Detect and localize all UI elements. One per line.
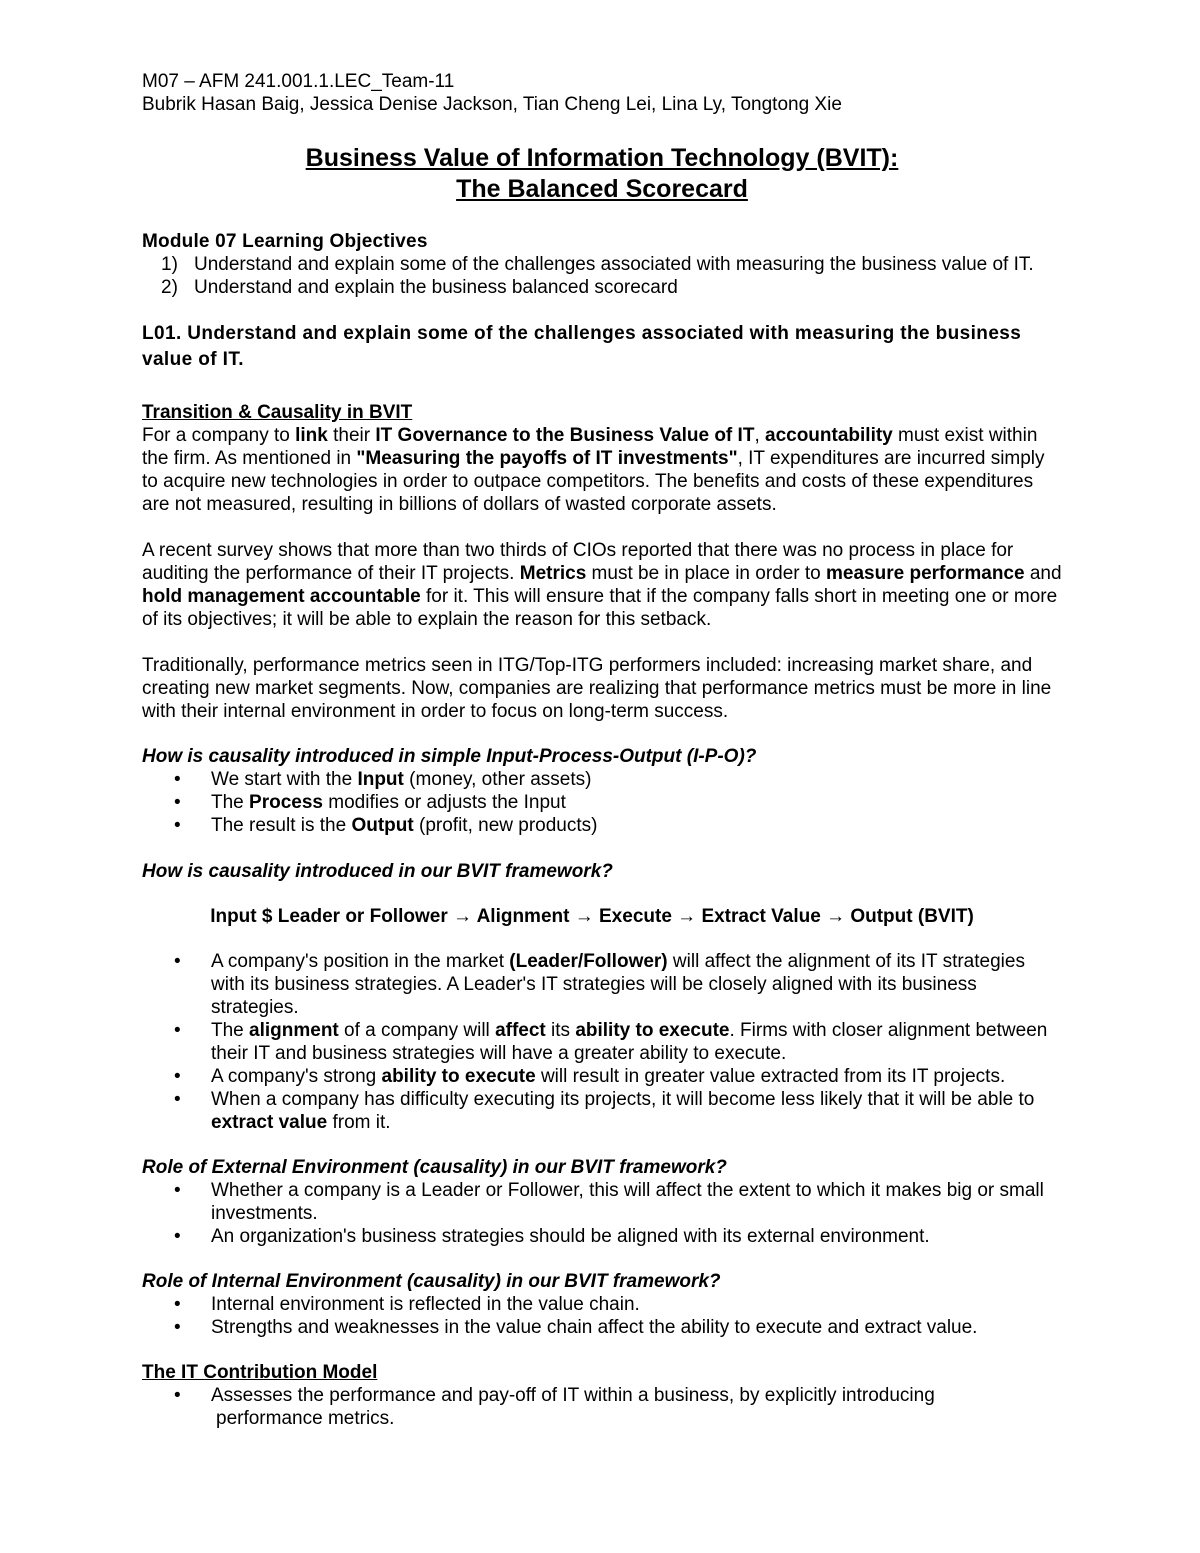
- ipo-list: [142, 768, 1062, 837]
- list-item: • We start with the Input (money, other assets): [142, 768, 1062, 791]
- list-item: • Internal environment is reflected in the value chain.: [142, 1293, 1062, 1316]
- list-item: • Strengths and weaknesses in the value chain affect the ability to execute and extract value.: [142, 1316, 1062, 1339]
- title-line-2: The Balanced Scorecard: [456, 175, 748, 203]
- list-item: • The Process modifies or adjusts the Input: [142, 791, 1062, 814]
- list-item: • A company's position in the market (Leader/Follower) will affect the alignment of its IT strategies with its business strategies. A Leader's IT strategies will be closely aligned with its business strategies.: [142, 950, 1062, 1019]
- external-list: [142, 1179, 1062, 1248]
- objective-number: 1): [161, 254, 178, 275]
- transition-heading: Transition & Causality in BVIT: [142, 402, 413, 423]
- lo1-heading: L01. Understand and explain some of the challenges associated with measuring the business value of IT.: [142, 323, 1022, 370]
- internal-list: [142, 1293, 1062, 1339]
- transition-paragraph-2: A recent survey shows that more than two thirds of CIOs reported that there was no process in place for auditing the performance of their IT projects. Metrics must be in place in order to measure performance and hold management accountable for it. This will ensure that if the company falls short in meeting one or more of its objectives; it will be able to explain the reason for this setback.: [142, 540, 1062, 630]
- contribution-list: [142, 1384, 1062, 1430]
- list-item: • An organization's business strategies should be aligned with its external environment.: [142, 1225, 1062, 1248]
- objective-text: Understand and explain the business balanced scorecard: [194, 277, 678, 298]
- bvit-flow: Input $ Leader or Follower → Alignment → Execute → Extract Value → Output (BVIT): [210, 906, 974, 927]
- objective-text: Understand and explain some of the challenges associated with measuring the business value of IT.: [194, 254, 1034, 275]
- objective-item: [142, 276, 1062, 299]
- bvit-question: How is causality introduced in our BVIT framework?: [142, 861, 613, 882]
- list-item: • When a company has difficulty executing its projects, it will become less likely that it will be able to extract value from it.: [142, 1088, 1062, 1134]
- authors: Bubrik Hasan Baig, Jessica Denise Jackson, Tian Cheng Lei, Lina Ly, Tongtong Xie: [142, 94, 842, 115]
- document-page: [142, 70, 1062, 1430]
- title-line-1: Business Value of Information Technology (BVIT):: [305, 144, 899, 172]
- transition-paragraph-3: Traditionally, performance metrics seen in ITG/Top-ITG performers included: increasing market share, and creating new market segments. Now, companies are realizing that performance metrics must be more in line with their internal environment in order to focus on long-term success.: [142, 655, 1052, 722]
- list-item: • The alignment of a company will affect its ability to execute. Firms with closer alignment between their IT and business strategies will have a greater ability to execute.: [142, 1019, 1062, 1065]
- objectives-heading: Module 07 Learning Objectives: [142, 231, 428, 252]
- list-item: • A company's strong ability to execute will result in greater value extracted from its IT projects.: [142, 1065, 1062, 1088]
- course-code: M07 – AFM 241.001.1.LEC_Team-11: [142, 71, 455, 92]
- internal-question: Role of Internal Environment (causality) in our BVIT framework?: [142, 1271, 721, 1292]
- list-item: • Whether a company is a Leader or Follower, this will affect the extent to which it makes big or small investments.: [142, 1179, 1062, 1225]
- objectives-list: [142, 253, 1062, 299]
- objective-number: 2): [161, 277, 178, 298]
- transition-paragraph-1: For a company to link their IT Governance to the Business Value of IT, accountability must exist within the firm. As mentioned in "Measuring the payoffs of IT investments", IT expenditures are incurred simply to acquire new technologies in order to outpace competitors. The benefits and costs of these expenditures are not measured, resulting in billions of dollars of wasted corporate assets.: [142, 425, 1045, 515]
- contribution-heading: The IT Contribution Model: [142, 1362, 378, 1383]
- bvit-list: [142, 950, 1062, 1134]
- document-title: [142, 143, 1062, 205]
- list-item: • Assesses the performance and pay-off of IT within a business, by explicitly introducing performance metrics.: [142, 1384, 1062, 1430]
- external-question: Role of External Environment (causality) in our BVIT framework?: [142, 1157, 727, 1178]
- list-item: • The result is the Output (profit, new products): [142, 814, 1062, 837]
- ipo-question: How is causality introduced in simple Input-Process-Output (I-P-O)?: [142, 746, 757, 767]
- objective-item: [142, 253, 1062, 276]
